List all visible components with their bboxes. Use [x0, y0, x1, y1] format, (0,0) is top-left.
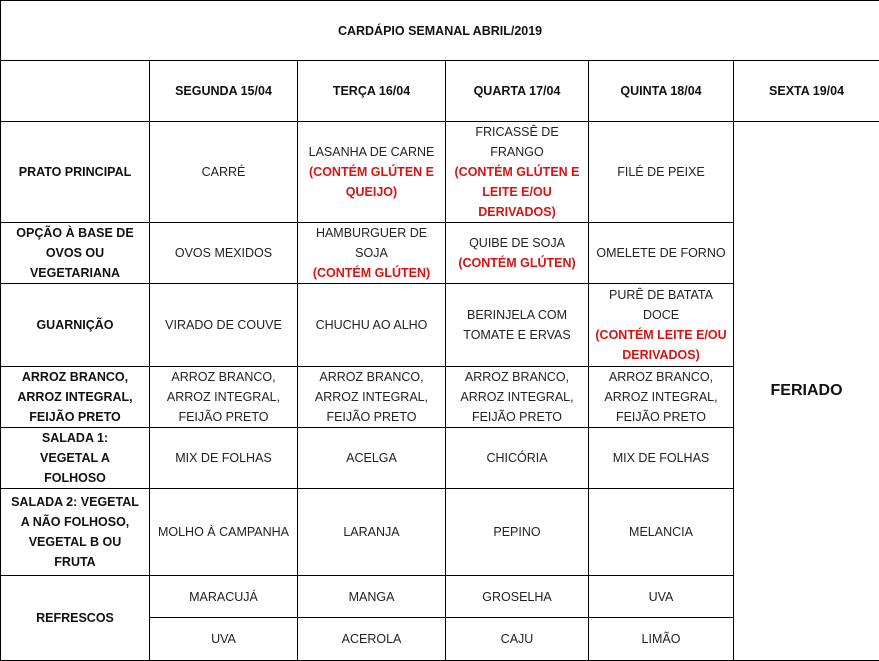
allergen-note: (CONTÉM GLÚTEN)	[302, 263, 441, 283]
menu-cell	[446, 428, 589, 489]
menu-cell	[446, 223, 589, 284]
allergen-note: (CONTÉM GLÚTEN E QUEIJO)	[302, 162, 441, 202]
menu-cell	[589, 489, 734, 576]
menu-cell	[150, 122, 298, 223]
dish-name: CHUCHU AO ALHO	[316, 318, 428, 332]
menu-cell	[150, 223, 298, 284]
menu-cell	[446, 618, 589, 661]
row-label: ARROZ BRANCO, ARROZ INTEGRAL, FEIJÃO PRETO	[1, 367, 150, 428]
menu-cell	[298, 284, 446, 367]
title-row	[1, 1, 879, 61]
menu-cell	[589, 428, 734, 489]
dish-name: MIX DE FOLHAS	[613, 451, 710, 465]
dish-name: UVA	[649, 590, 674, 604]
menu-cell	[446, 576, 589, 618]
dish-name: QUIBE DE SOJA	[469, 236, 565, 250]
dish-name: MOLHO À CAMPANHA	[158, 525, 289, 539]
row-label: OPÇÃO À BASE DE OVOS OU VEGETARIANA	[1, 223, 150, 284]
menu-cell	[589, 367, 734, 428]
dish-name: ACEROLA	[342, 632, 402, 646]
dish-name: UVA	[211, 632, 236, 646]
day-header-friday: SEXTA 19/04	[734, 61, 879, 122]
allergen-note: (CONTÉM LEITE E/OU DERIVADOS)	[593, 325, 729, 365]
menu-cell	[589, 284, 734, 367]
menu-cell	[150, 576, 298, 618]
menu-cell	[298, 122, 446, 223]
menu-cell	[589, 223, 734, 284]
dish-name: MELANCIA	[629, 525, 693, 539]
menu-cell	[298, 489, 446, 576]
dish-name: PURÊ DE BATATA DOCE	[609, 288, 713, 322]
dish-name: ARROZ BRANCO, ARROZ INTEGRAL, FEIJÃO PRETO	[604, 370, 717, 424]
dish-name: FRICASSÊ DE FRANGO	[475, 125, 558, 159]
header-row	[1, 61, 879, 122]
row-label: SALADA 1: VEGETAL A FOLHOSO	[1, 428, 150, 489]
dish-name: MARACUJÁ	[189, 590, 258, 604]
menu-cell	[446, 122, 589, 223]
row-label: PRATO PRINCIPAL	[1, 122, 150, 223]
dish-name: LASANHA DE CARNE	[309, 145, 435, 159]
dish-name: ACELGA	[346, 451, 397, 465]
menu-title: CARDÁPIO SEMANAL ABRIL/2019	[1, 1, 879, 61]
menu-cell	[589, 122, 734, 223]
dish-name: ARROZ BRANCO, ARROZ INTEGRAL, FEIJÃO PRETO	[315, 370, 428, 424]
menu-cell	[298, 618, 446, 661]
menu-cell	[446, 284, 589, 367]
dish-name: MANGA	[349, 590, 395, 604]
dish-name: HAMBURGUER DE SOJA	[316, 226, 427, 260]
dish-name: LARANJA	[343, 525, 399, 539]
menu-cell	[150, 284, 298, 367]
menu-cell	[589, 576, 734, 618]
row-label: GUARNIÇÃO	[1, 284, 150, 367]
menu-cell	[150, 489, 298, 576]
dish-name: ARROZ BRANCO, ARROZ INTEGRAL, FEIJÃO PRETO	[460, 370, 573, 424]
dish-name: FILÉ DE PEIXE	[617, 165, 705, 179]
holiday-cell: FERIADO	[734, 122, 879, 661]
dish-name: CARRÉ	[202, 165, 246, 179]
menu-cell	[298, 367, 446, 428]
corner-cell	[1, 61, 150, 122]
menu-cell	[446, 489, 589, 576]
menu-cell	[150, 367, 298, 428]
day-header-tuesday: TERÇA 16/04	[298, 61, 446, 122]
dish-name: VIRADO DE COUVE	[165, 318, 282, 332]
day-header-thursday: QUINTA 18/04	[589, 61, 734, 122]
menu-cell	[589, 618, 734, 661]
day-header-wednesday: QUARTA 17/04	[446, 61, 589, 122]
dish-name: ARROZ BRANCO, ARROZ INTEGRAL, FEIJÃO PRETO	[167, 370, 280, 424]
dish-name: GROSELHA	[482, 590, 551, 604]
menu-cell	[150, 428, 298, 489]
allergen-note: (CONTÉM GLÚTEN)	[450, 253, 584, 273]
menu-cell	[298, 576, 446, 618]
dish-name: CHICÓRIA	[486, 451, 547, 465]
row-label: SALADA 2: VEGETAL A NÃO FOLHOSO, VEGETAL B OU FRUTA	[1, 489, 150, 576]
menu-cell	[446, 367, 589, 428]
row-label: REFRESCOS	[1, 576, 150, 661]
dish-name: OMELETE DE FORNO	[596, 246, 725, 260]
dish-name: LIMÃO	[642, 632, 681, 646]
dish-name: BERINJELA COM TOMATE E ERVAS	[463, 308, 570, 342]
menu-cell	[150, 618, 298, 661]
dish-name: MIX DE FOLHAS	[175, 451, 272, 465]
dish-name: CAJU	[501, 632, 534, 646]
dish-name: OVOS MEXIDOS	[175, 246, 272, 260]
dish-name: PEPINO	[493, 525, 540, 539]
menu-row	[1, 122, 879, 223]
menu-cell	[298, 428, 446, 489]
day-header-monday: SEGUNDA 15/04	[150, 61, 298, 122]
allergen-note: (CONTÉM GLÚTEN E LEITE E/OU DERIVADOS)	[450, 162, 584, 222]
menu-cell	[298, 223, 446, 284]
